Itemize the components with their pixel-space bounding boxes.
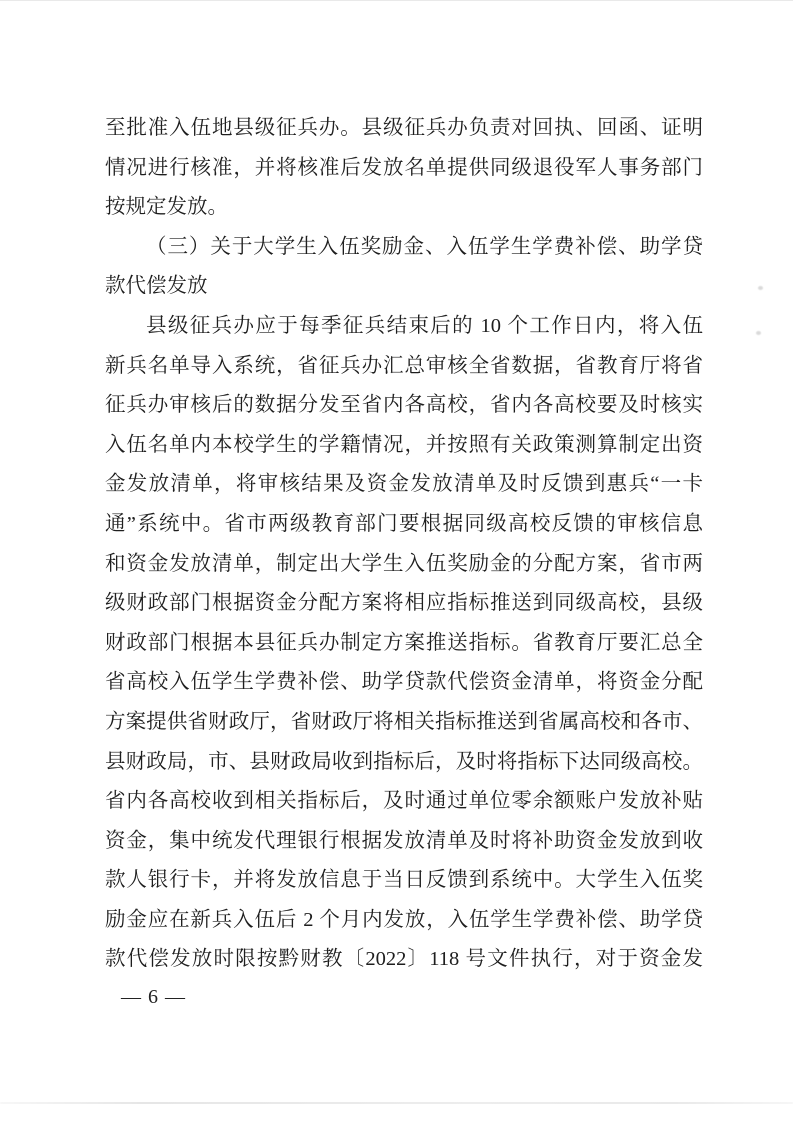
text-line: 至批准入伍地县级征兵办。县级征兵办负责对回执、回函、证明	[105, 117, 703, 139]
scan-speck	[758, 286, 763, 290]
text-line: 省内各高校收到相关指标后，及时通过单位零余额账户发放补贴	[105, 790, 703, 813]
text-line: 方案提供省财政厅，省财政厅将相关指标推送到省属高校和各市、	[105, 710, 703, 733]
text-line: 资金，集中统发代理银行根据发放清单及时将补助资金发放到收	[105, 829, 703, 852]
text-line: 征兵办审核后的数据分发至省内各高校，省内各高校要及时核实	[105, 394, 703, 417]
text-line: 通”系统中。省市两级教育部门要根据同级高校反馈的审核信息	[105, 512, 703, 535]
text-line: 省高校入伍学生学费补偿、助学贷款代偿资金清单，将资金分配	[105, 671, 703, 694]
text-line: 入伍名单内本校学生的学籍情况，并按照有关政策测算制定出资	[105, 433, 703, 456]
text-line: 县级征兵办应于每季征兵结束后的 10 个工作日内，将入伍	[146, 314, 703, 337]
page-number: — 6 —	[121, 986, 186, 1008]
scan-artifact-bottom-edge	[0, 1102, 793, 1104]
scan-artifact-top-edge	[0, 0, 793, 1]
text-line: 级财政部门根据资金分配方案将相应指标推送到同级高校，县级	[105, 592, 703, 615]
text-line: 款代偿发放时限按黔财教〔2022〕118 号文件执行，对于资金发	[105, 948, 703, 971]
heading-line: （三）关于大学生入伍奖励金、入伍学生学费补偿、助学贷	[146, 235, 703, 258]
text-line: 款人银行卡，并将发放信息于当日反馈到系统中。大学生入伍奖	[105, 869, 703, 892]
text-line: 金发放清单，将审核结果及资金发放清单及时反馈到惠兵“一卡	[105, 473, 703, 496]
text-line: 和资金发放清单，制定出大学生入伍奖励金的分配方案，省市两	[105, 552, 703, 575]
document-body	[105, 109, 703, 980]
text-line: 按规定发放。	[105, 196, 228, 219]
heading-line: 款代偿发放	[105, 275, 208, 298]
text-line: 县财政局，市、县财政局收到指标后，及时将指标下达同级高校。	[105, 750, 703, 773]
text-line: 财政部门根据本县征兵办制定方案推送指标。省教育厅要汇总全	[105, 631, 703, 654]
text-line: 新兵名单导入系统，省征兵办汇总审核全省数据，省教育厅将省	[105, 354, 703, 377]
text-line: 励金应在新兵入伍后 2 个月内发放，入伍学生学费补偿、助学贷	[105, 908, 703, 931]
scan-speck	[756, 331, 761, 335]
text-line: 情况进行核准，并将核准后发放名单提供同级退役军人事务部门	[105, 156, 703, 179]
